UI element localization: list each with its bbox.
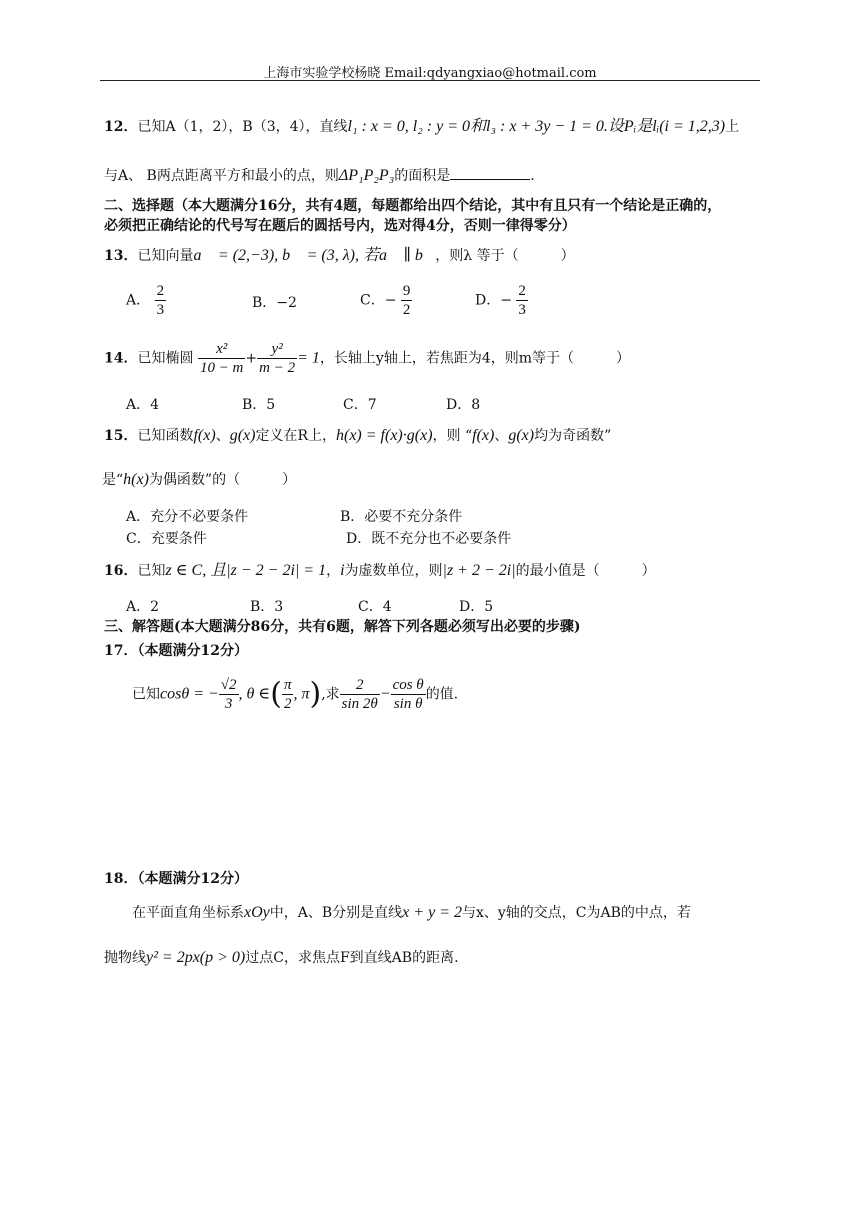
q18-line2 bbox=[104, 948, 764, 968]
q17-in: , θ ∈ bbox=[238, 685, 271, 703]
q13-c-fraction bbox=[401, 282, 413, 319]
q13-a-num: 2 bbox=[156, 283, 165, 299]
q14-text: 已知椭圆 bbox=[137, 350, 194, 367]
q13-d-num: 2 bbox=[518, 283, 526, 299]
section2-heading-line1: 二、选择题（本大题满分16分，共有4题，每题都给出四个结论，其中有且只有一个结论是正确的， bbox=[104, 198, 722, 214]
q17-text2: ,求 bbox=[321, 686, 340, 703]
q16-number: 16． bbox=[104, 563, 138, 579]
q13-stem bbox=[104, 246, 764, 266]
section3-heading: 三、解答题(本大题满分86分，共有6题，解答下列各题必须写出必要的步骤) bbox=[104, 619, 581, 635]
q16-text4: 的最小值是（ ） bbox=[515, 563, 656, 579]
q14-stem bbox=[104, 340, 764, 377]
q12-line2 bbox=[104, 165, 764, 186]
q17-frac4-num: cos θ bbox=[392, 677, 424, 693]
q17-frac2-den: 2 bbox=[283, 696, 292, 712]
q15-option-b[interactable]: B．必要不充分条件 bbox=[340, 509, 463, 525]
q17-frac3 bbox=[340, 676, 380, 713]
q17-frac4 bbox=[391, 676, 426, 713]
q17-title: 17．（本题满分12分） bbox=[104, 643, 248, 659]
q17-frac1-den: 3 bbox=[224, 696, 233, 712]
q16-text3: 为虚数单位，则 bbox=[344, 563, 443, 579]
q17-pi: , π bbox=[293, 685, 310, 703]
q17-end: 的值. bbox=[425, 686, 459, 703]
q15-option-a[interactable]: A．充分不必要条件 bbox=[126, 509, 249, 525]
q12-text3: 的面积是 bbox=[394, 168, 451, 184]
q17-frac4-den: sin θ bbox=[393, 696, 423, 712]
q13-number: 13． bbox=[104, 248, 138, 264]
q15-option-c[interactable]: C．充要条件 bbox=[126, 531, 207, 547]
q17-paren-left: ( bbox=[270, 676, 282, 712]
q15-text4: 均为奇函数” bbox=[534, 428, 612, 444]
section2-heading-line2: 必须把正确结论的代号写在题后的圆括号内，选对得4分，否则一律得零分） bbox=[104, 218, 576, 234]
q13-text: 已知向量 bbox=[137, 248, 194, 264]
q15-option-d[interactable]: D．既不充分也不必要条件 bbox=[346, 531, 512, 547]
q17-paren-right: ) bbox=[309, 676, 322, 712]
q12-period: . bbox=[530, 168, 535, 184]
q15-sep2: 、 bbox=[494, 428, 509, 444]
q17-cos: cosθ = − bbox=[160, 685, 219, 703]
q12-text: 已知A（1，2），B（3，4），直线 bbox=[137, 119, 348, 135]
q18-title: 18．（本题满分12分） bbox=[104, 871, 248, 887]
q15-number: 15． bbox=[104, 428, 138, 444]
q15-sep1: 、 bbox=[215, 428, 230, 444]
q15-fx2: f(x) bbox=[472, 427, 495, 444]
q15-text2: 定义在R上， bbox=[255, 428, 336, 444]
q15-line1 bbox=[104, 426, 764, 446]
q15-fx: f(x) bbox=[193, 427, 216, 444]
q15-text6: 为偶函数”的（ ） bbox=[148, 472, 297, 488]
q14-option-b[interactable]: B．5 bbox=[242, 397, 276, 413]
q13-vectors: a⃗ = (2,−3), b⃗ = (3, λ), 若a⃗ ∥ b⃗ bbox=[193, 247, 436, 264]
q15-text5: 是“ bbox=[102, 472, 124, 488]
q16-option-a[interactable]: A．2 bbox=[126, 599, 160, 615]
q16-modulus: |z + 2 − 2i| bbox=[442, 562, 516, 579]
q17-minus: − bbox=[379, 685, 391, 703]
q13-d-label: D．− bbox=[475, 292, 512, 309]
q16-option-b[interactable]: B．3 bbox=[250, 599, 284, 615]
q13-c-num: 9 bbox=[402, 283, 411, 299]
q14-text2: ，长轴上y轴上，若焦距为4，则m等于（ ） bbox=[319, 350, 630, 367]
q17-text: 已知 bbox=[132, 686, 160, 703]
q14-frac2-num: y² bbox=[257, 340, 297, 359]
q18-line1 bbox=[132, 903, 792, 923]
q18-text: 在平面直角坐标系 bbox=[132, 905, 244, 921]
q13-a-fraction bbox=[155, 282, 167, 319]
q15-gx: g(x) bbox=[229, 427, 256, 444]
q13-a-den: 3 bbox=[156, 302, 165, 318]
q14-equals: = 1 bbox=[297, 349, 320, 367]
q14-option-a[interactable]: A．4 bbox=[126, 397, 160, 413]
q18-text5: 过点C，求焦点F到直线AB的距离. bbox=[245, 950, 459, 966]
q13-d-den: 3 bbox=[518, 302, 526, 318]
q16-text2: ， bbox=[326, 563, 341, 579]
q17-formula bbox=[132, 676, 792, 713]
q16-condition: z ∈ C, 且|z − 2 − 2i| = 1 bbox=[165, 562, 327, 579]
q14-number: 14． bbox=[104, 350, 138, 367]
q13-c-den: 2 bbox=[402, 302, 411, 318]
q18-parabola: y² = 2px(p > 0) bbox=[146, 949, 246, 966]
q14-frac1 bbox=[198, 340, 245, 377]
q14-frac2-den: m − 2 bbox=[259, 360, 296, 376]
q12-lines-formula: l₁ : x = 0, l₂ : y = 0和l₃ : x + 3y − 1 = 0.设Pᵢ是lᵢ(i = 1,2,3) bbox=[347, 118, 726, 135]
q13-a-label: A． bbox=[126, 292, 151, 309]
q14-frac1-den: 10 − m bbox=[199, 360, 244, 376]
header-rule bbox=[100, 80, 760, 81]
page-header: 上海市实验学校杨晓 Email:qdyangxiao@hotmail.com bbox=[263, 66, 597, 81]
q17-frac2 bbox=[282, 676, 294, 713]
q16-option-c[interactable]: C．4 bbox=[358, 599, 392, 615]
q15-text3: ，则 “ bbox=[432, 428, 473, 444]
q16-i: i bbox=[340, 562, 345, 579]
q13-option-c[interactable] bbox=[360, 282, 412, 319]
q13-c-label: C．− bbox=[360, 292, 397, 309]
q18-text4: 抛物线 bbox=[104, 950, 146, 966]
q13-option-a[interactable] bbox=[126, 282, 166, 319]
q17-frac1-num: √2 bbox=[220, 677, 237, 693]
q12-number: 12． bbox=[104, 119, 138, 135]
q14-option-c[interactable]: C．7 bbox=[343, 397, 377, 413]
q12-text2: 与A、 B两点距离平方和最小的点，则 bbox=[104, 168, 339, 184]
q12-triangle: ΔP₁P₂P₃ bbox=[338, 167, 395, 184]
q13-option-d[interactable] bbox=[475, 282, 528, 319]
q15-hx: h(x) bbox=[123, 471, 149, 488]
q14-frac1-num: x² bbox=[198, 340, 245, 359]
q18-xoy: xOy bbox=[244, 904, 270, 921]
q15-text: 已知函数 bbox=[137, 428, 194, 444]
q12-answer-blank[interactable] bbox=[450, 165, 530, 180]
q17-frac2-num: π bbox=[283, 677, 292, 693]
q14-option-d[interactable]: D．8 bbox=[446, 397, 481, 413]
q18-line-eq: x + y = 2 bbox=[402, 904, 462, 921]
q17-frac1 bbox=[219, 676, 239, 713]
q16-text: 已知 bbox=[137, 563, 166, 579]
q15-hx-def: h(x) = f(x)·g(x) bbox=[336, 427, 433, 444]
q18-text2: 中，A、B分别是直线 bbox=[269, 905, 403, 921]
q15-line2 bbox=[102, 470, 762, 490]
q17-frac3-den: sin 2θ bbox=[341, 696, 378, 712]
q18-text3: 与x、y轴的交点，C为AB的中点，若 bbox=[461, 905, 691, 921]
q13-d-fraction bbox=[516, 282, 528, 319]
q12-text-end: 上 bbox=[725, 119, 740, 135]
q15-gx2: g(x) bbox=[508, 427, 535, 444]
q13-option-b[interactable]: B．−2 bbox=[252, 295, 297, 311]
q13-text2: ，则λ 等于（ ） bbox=[435, 248, 575, 264]
q14-frac2 bbox=[257, 340, 297, 377]
q17-frac3-num: 2 bbox=[340, 676, 380, 695]
q12-line1 bbox=[104, 117, 764, 137]
q16-stem bbox=[104, 561, 764, 581]
q16-option-d[interactable]: D．5 bbox=[459, 599, 494, 615]
q14-plus: + bbox=[245, 350, 258, 367]
